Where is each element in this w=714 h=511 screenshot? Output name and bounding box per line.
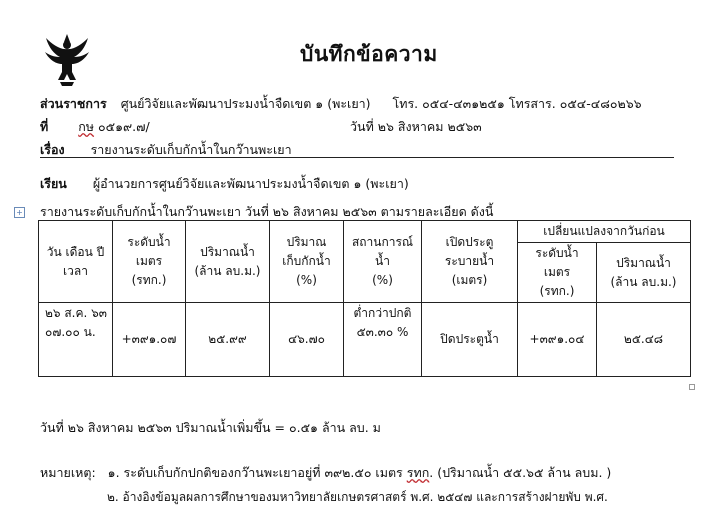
note-item-1-b: รทก <box>406 465 430 480</box>
header-water-level: ระดับน้ำ เมตร (รทก.) <box>113 221 186 303</box>
cell-situation: ต่ำกว่าปกติ ๕๓.๓๐ % <box>344 303 422 377</box>
agency-label: ส่วนราชการ <box>40 96 107 111</box>
header-change-volume: ปริมาณน้ำ (ล้าน ลบ.ม.) <box>597 243 691 303</box>
header-change-group: เปลี่ยนแปลงจากวันก่อน <box>518 221 691 243</box>
ref-label: ที่ <box>40 119 49 134</box>
header-gate: เปิดประตู ระบายน้ำ (เมตร) <box>422 221 518 303</box>
cell-change-level: +๓๙๑.๐๔ <box>518 303 597 377</box>
subject-label: เรื่อง <box>40 142 65 157</box>
to-label: เรียน <box>40 176 67 191</box>
table-header-row <box>39 221 691 243</box>
note-item-1-c: . (ปริมาณน้ำ ๕๕.๖๕ ล้าน ลบม. ) <box>429 465 612 480</box>
to-value: ผู้อำนวยการศูนย์วิจัยและพัฒนาประมงน้ำจืดเขต ๑ (พะเยา) <box>92 176 409 191</box>
note-item-2: ๒. อ้างอิงข้อมูลผลการศึกษาของมหาวิทยาลัยเกษตรศาสตร์ พ.ศ. ๒๕๔๗ และการสร้างฝายพับ พ.ศ. <box>107 490 608 504</box>
header-storage-pct: ปริมาณ เก็บกักน้ำ (%) <box>270 221 344 303</box>
cell-gate: ปิดประตูน้ำ <box>422 303 518 377</box>
subject-value: รายงานระดับเก็บกักน้ำในกว๊านพะเยา <box>90 142 292 157</box>
cell-change-volume: ๒๕.๔๘ <box>597 303 691 377</box>
notes-label: หมายเหตุ: <box>40 465 96 480</box>
ref-line <box>40 117 150 137</box>
table-move-handle-icon[interactable]: + <box>14 207 25 218</box>
subject-rule <box>40 157 674 158</box>
date-line: วันที่ ๒๖ สิงหาคม ๒๕๖๓ <box>350 119 482 134</box>
cell-date-time: ๒๖ ส.ค. ๖๓ ๐๗.๐๐ น. <box>39 303 113 377</box>
cell-storage-pct: ๔๖.๗๐ <box>270 303 344 377</box>
ref-number: ๐๕๑๙.๗/ <box>94 119 150 134</box>
summary-line: วันที่ ๒๖ สิงหาคม ๒๕๖๓ ปริมาณน้ำเพิ่มขึ้น = ๐.๕๑ ล้าน ลบ. ม <box>40 420 381 435</box>
note-line-1 <box>40 463 611 483</box>
header-change-level: ระดับน้ำ เมตร (รทก.) <box>518 243 597 303</box>
memo-title: บันทึกข้อความ <box>300 41 438 66</box>
intro-text: รายงานระดับเก็บกักน้ำในกว๊านพะเยา วันที่ ๒๖ สิงหาคม ๒๕๖๓ ตามรายละเอียด ดังนี้ <box>40 204 494 219</box>
to-line <box>40 174 409 194</box>
phone-fax: โทร. ๐๕๔-๔๓๑๒๕๑ โทรสาร. ๐๕๔-๔๘๐๒๖๖ <box>392 96 642 111</box>
agency-line <box>40 94 642 114</box>
cell-water-level: +๓๙๑.๐๗ <box>113 303 186 377</box>
note-item-1-a: ๑. ระดับเก็บกักปกติของกว๊านพะเยาอยู่ที่ ๓๙๒.๕๐ เมตร <box>107 465 407 480</box>
agency-value: ศูนย์วิจัยและพัฒนาประมงน้ำจืดเขต ๑ (พะเยา) <box>120 96 371 111</box>
cell-volume: ๒๕.๙๙ <box>186 303 270 377</box>
header-date-time: วัน เดือน ปี เวลา <box>39 221 113 303</box>
header-situation: สถานการณ์ น้ำ (%) <box>344 221 422 303</box>
ref-prefix: กษ <box>78 119 95 134</box>
header-volume: ปริมาณน้ำ (ล้าน ลบ.ม.) <box>186 221 270 303</box>
table-resize-handle[interactable] <box>689 384 695 390</box>
water-level-table <box>38 220 691 377</box>
garuda-emblem <box>42 30 92 88</box>
table-row <box>39 303 691 377</box>
